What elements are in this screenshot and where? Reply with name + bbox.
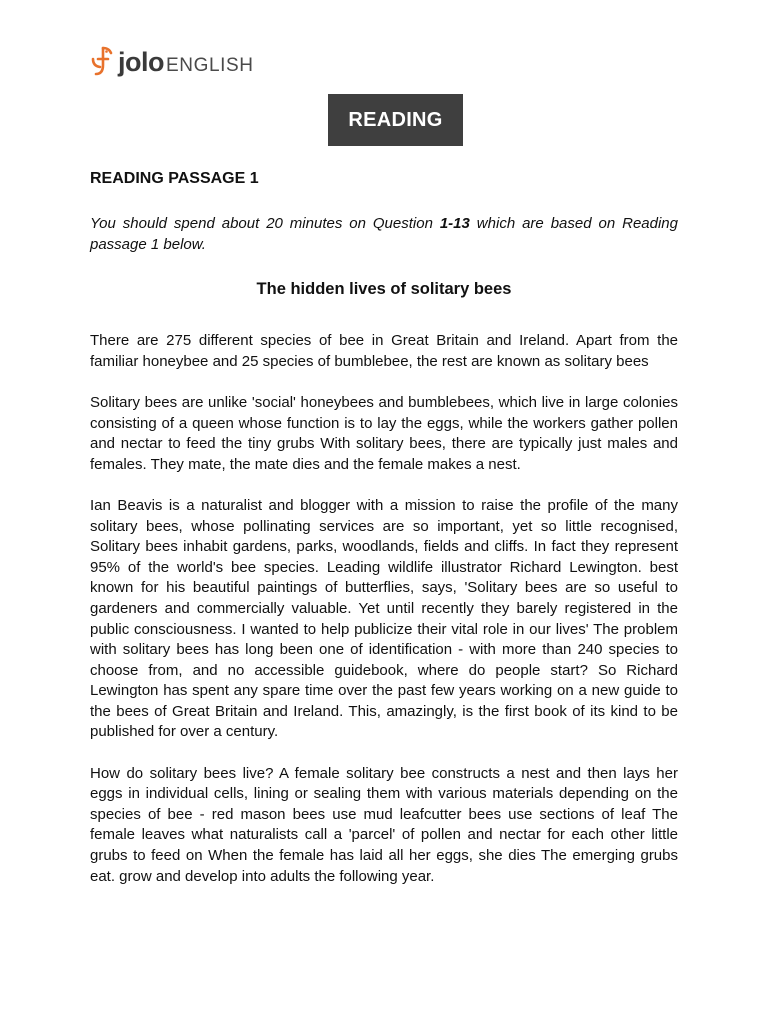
instructions-after: which are based on Reading passage 1 below.	[90, 215, 678, 253]
jolo-english-logo	[90, 44, 254, 80]
article-paragraph-4: How do solitary bees live? A female solitary bee constructs a nest and then lays her eggs in individual cells, lining or sealing them with various materials depending on the species of bee - red mason bees use mud leafcutter bees use sections of leaf The female leaves what naturalists call a 'parcel' of pollen and nectar for each other little grubs to feed on When the female has laid all her eggs, she dies The emerging grubs eat. grow and develop into adults the following year.	[90, 764, 678, 885]
logo-suffix-text: ENGLISH	[166, 54, 254, 76]
instructions-question-range: 1-13	[439, 215, 470, 232]
reading-section-badge: READING	[328, 94, 463, 146]
bird-logo-icon	[90, 45, 114, 79]
article-paragraph-3: Ian Beavis is a naturalist and blogger with a mission to raise the profile of the many solitary bees, whose pollinating services are so important, yet so little recognised, Solitary bees inhabit gardens, parks, woodlands, fields and cliffs. In fact they represent 95% of the world's bee species. Leading wildlife illustrator Richard Lewington. best known for his beautiful paintings of butterflies, says, 'Solitary bees are so useful to gardeners and commercially valuable. Yet until recently they barely registered in the public consciousness. I wanted to help publicize their vital role in our lives' The problem with solitary bees has long been one of identification - with more than 240 species to choose from, and no accessible guidebook, where do people start? So Richard Lewington has spent any spare time over the past few years working on a new guide to the bees of Great Britain and Ireland. This, amazingly, is the first book of its kind to be published for over a century.	[90, 496, 678, 741]
article-paragraph-1: There are 275 different species of bee in Great Britain and Ireland. Apart from the familiar honeybee and 25 species of bumblebee, the rest are known as solitary bees	[90, 332, 678, 370]
article-title: The hidden lives of solitary bees	[256, 280, 512, 299]
passage-heading: READING PASSAGE 1	[90, 170, 259, 187]
instructions-text	[90, 214, 678, 255]
logo-brand-text: jolo	[118, 46, 164, 77]
article-paragraph-2: Solitary bees are unlike 'social' honeybees and bumblebees, which live in large colonies consisting of a queen whose function is to lay the eggs, while the workers gather pollen and nectar to feed the tiny grubs With solitary bees, there are typically just males and females. They mate, the mate dies and the female makes a nest.	[90, 393, 678, 473]
instructions-before: You should spend about 20 minutes on Question	[90, 215, 440, 232]
document-body	[90, 168, 678, 887]
